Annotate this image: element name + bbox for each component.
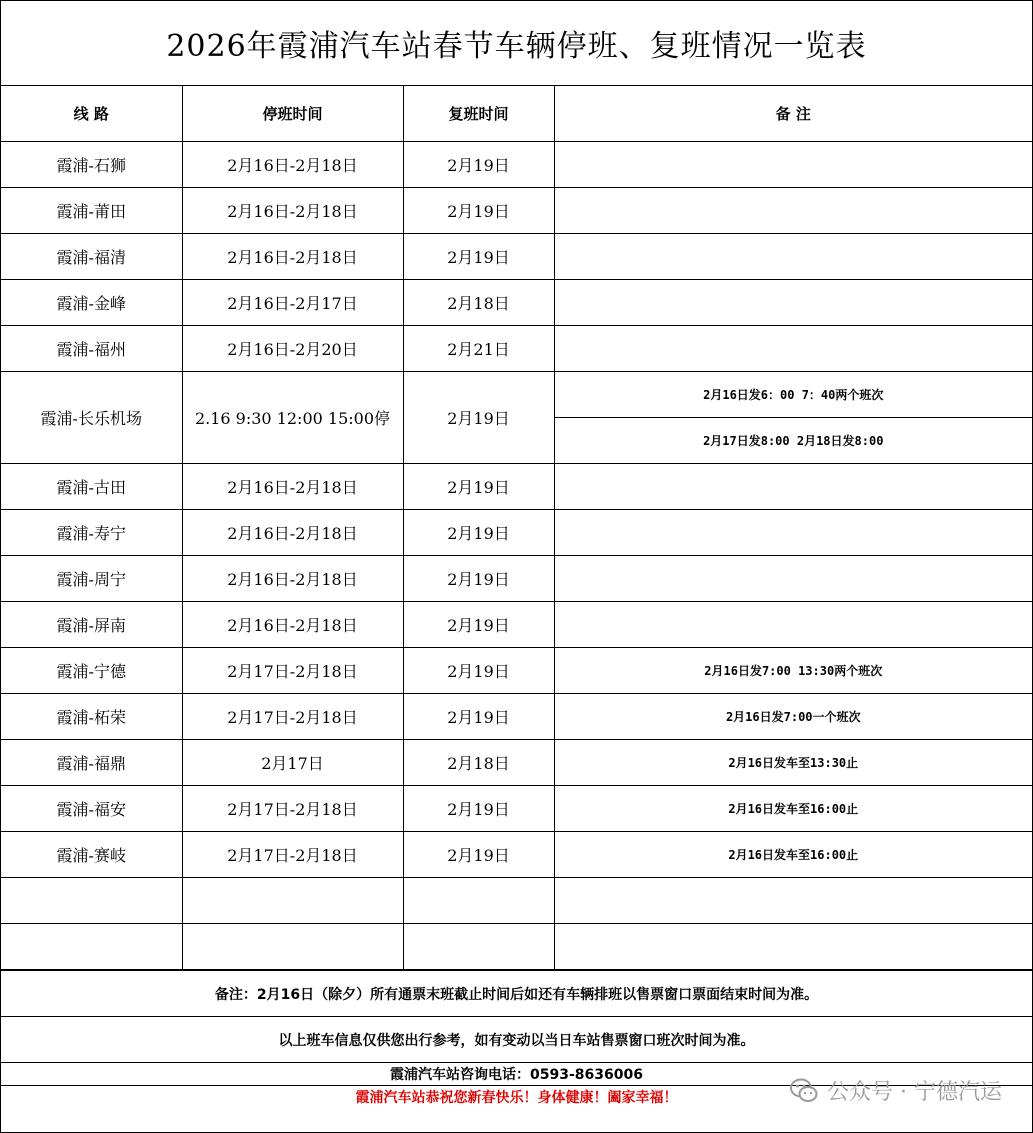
stop-cell: 2月16日-2月17日 bbox=[182, 280, 403, 326]
note-cell: 2月17日发8:00 2月18日发8:00 bbox=[554, 418, 1032, 464]
table-row bbox=[1, 556, 1032, 602]
resume-cell: 2月21日 bbox=[403, 326, 554, 372]
resume-cell: 2月19日 bbox=[403, 556, 554, 602]
table-row bbox=[1, 142, 1032, 188]
route-cell: 霞浦-福清 bbox=[1, 234, 182, 280]
stop-cell: 2月16日-2月18日 bbox=[182, 510, 403, 556]
resume-cell: 2月19日 bbox=[403, 694, 554, 740]
note-cell bbox=[554, 188, 1032, 234]
schedule-table bbox=[1, 86, 1032, 970]
table-row bbox=[1, 464, 1032, 510]
resume-cell: 2月19日 bbox=[403, 602, 554, 648]
note-cell bbox=[554, 464, 1032, 510]
watermark bbox=[789, 1075, 1002, 1106]
resume-cell: 2月19日 bbox=[403, 464, 554, 510]
footer-info: 以上班车信息仅供您出行参考，如有变动以当日车站售票窗口班次时间为准。 bbox=[1, 1016, 1032, 1062]
stop-cell: 2月16日-2月18日 bbox=[182, 464, 403, 510]
stop-cell: 2月16日-2月18日 bbox=[182, 556, 403, 602]
note-cell bbox=[554, 280, 1032, 326]
wechat-icon bbox=[789, 1076, 819, 1106]
footer-greeting: 霞浦汽车站恭祝您新春快乐！身体健康！阖家幸福！ bbox=[1, 1085, 1032, 1108]
watermark-text: 公众号 · 宁德汽运 bbox=[827, 1080, 1002, 1105]
table-row bbox=[1, 234, 1032, 280]
route-cell: 霞浦-福安 bbox=[1, 786, 182, 832]
resume-cell: 2月19日 bbox=[403, 832, 554, 878]
table-header bbox=[1, 86, 1032, 142]
note-cell: 2月16日发7:00 13:30两个班次 bbox=[554, 648, 1032, 694]
route-cell: 霞浦-寿宁 bbox=[1, 510, 182, 556]
note-cell bbox=[554, 556, 1032, 602]
note-cell: 2月16日发6：00 7：40两个班次 bbox=[554, 372, 1032, 418]
route-cell: 霞浦-赛岐 bbox=[1, 832, 182, 878]
route-cell: 霞浦-柘荣 bbox=[1, 694, 182, 740]
stop-cell: 2月16日-2月18日 bbox=[182, 142, 403, 188]
empty-cell bbox=[554, 924, 1032, 970]
stop-cell: 2月17日-2月18日 bbox=[182, 694, 403, 740]
route-cell: 霞浦-石狮 bbox=[1, 142, 182, 188]
table-row bbox=[1, 740, 1032, 786]
stop-cell: 2月17日-2月18日 bbox=[182, 832, 403, 878]
resume-cell: 2月19日 bbox=[403, 648, 554, 694]
note-cell: 2月16日发车至16:00止 bbox=[554, 786, 1032, 832]
resume-cell: 2月19日 bbox=[403, 372, 554, 464]
table-row bbox=[1, 832, 1032, 878]
note-cell bbox=[554, 326, 1032, 372]
route-cell: 霞浦-福鼎 bbox=[1, 740, 182, 786]
stop-cell: 2月16日-2月18日 bbox=[182, 188, 403, 234]
header-stop: 停班时间 bbox=[182, 86, 403, 142]
empty-cell bbox=[1, 924, 182, 970]
header-resume: 复班时间 bbox=[403, 86, 554, 142]
route-cell: 霞浦-屏南 bbox=[1, 602, 182, 648]
header-note: 备 注 bbox=[554, 86, 1032, 142]
resume-cell: 2月19日 bbox=[403, 510, 554, 556]
note-cell: 2月16日发7:00一个班次 bbox=[554, 694, 1032, 740]
resume-cell: 2月19日 bbox=[403, 188, 554, 234]
note-cell bbox=[554, 234, 1032, 280]
note-cell bbox=[554, 510, 1032, 556]
note-cell bbox=[554, 602, 1032, 648]
route-cell: 霞浦-周宁 bbox=[1, 556, 182, 602]
resume-cell: 2月18日 bbox=[403, 740, 554, 786]
route-cell: 霞浦-宁德 bbox=[1, 648, 182, 694]
stop-cell: 2月17日-2月18日 bbox=[182, 648, 403, 694]
table-row bbox=[1, 326, 1032, 372]
note-cell: 2月16日发车至13:30止 bbox=[554, 740, 1032, 786]
empty-cell bbox=[403, 878, 554, 924]
stop-cell: 2月17日 bbox=[182, 740, 403, 786]
empty-cell bbox=[1, 878, 182, 924]
stop-cell: 2.16 9:30 12:00 15:00停 bbox=[182, 372, 403, 464]
table-row bbox=[1, 602, 1032, 648]
table-row bbox=[1, 648, 1032, 694]
table-row bbox=[1, 694, 1032, 740]
route-cell: 霞浦-福州 bbox=[1, 326, 182, 372]
table-row bbox=[1, 372, 1032, 418]
table-row bbox=[1, 510, 1032, 556]
empty-cell bbox=[403, 924, 554, 970]
resume-cell: 2月18日 bbox=[403, 280, 554, 326]
footer-remark: 备注：2月16日（除夕）所有通票末班截止时间后如还有车辆排班以售票窗口票面结束时间为准。 bbox=[1, 970, 1032, 1016]
header-route: 线 路 bbox=[1, 86, 182, 142]
resume-cell: 2月19日 bbox=[403, 786, 554, 832]
resume-cell: 2月19日 bbox=[403, 234, 554, 280]
stop-cell: 2月16日-2月18日 bbox=[182, 602, 403, 648]
footer-phone: 霞浦汽车站咨询电话：0593-8636006 bbox=[1, 1062, 1032, 1085]
empty-cell bbox=[554, 878, 1032, 924]
table-row bbox=[1, 280, 1032, 326]
empty-row bbox=[1, 924, 1032, 970]
route-cell: 霞浦-古田 bbox=[1, 464, 182, 510]
resume-cell: 2月19日 bbox=[403, 142, 554, 188]
route-cell: 霞浦-长乐机场 bbox=[1, 372, 182, 464]
stop-cell: 2月16日-2月18日 bbox=[182, 234, 403, 280]
stop-cell: 2月17日-2月18日 bbox=[182, 786, 403, 832]
empty-cell bbox=[182, 878, 403, 924]
table-row bbox=[1, 188, 1032, 234]
table-row bbox=[1, 786, 1032, 832]
route-cell: 霞浦-莆田 bbox=[1, 188, 182, 234]
stop-cell: 2月16日-2月20日 bbox=[182, 326, 403, 372]
route-cell: 霞浦-金峰 bbox=[1, 280, 182, 326]
note-cell bbox=[554, 142, 1032, 188]
note-cell: 2月16日发车至16:00止 bbox=[554, 832, 1032, 878]
empty-row bbox=[1, 878, 1032, 924]
empty-cell bbox=[182, 924, 403, 970]
page-title: 2026年霞浦汽车站春节车辆停班、复班情况一览表 bbox=[1, 1, 1032, 86]
